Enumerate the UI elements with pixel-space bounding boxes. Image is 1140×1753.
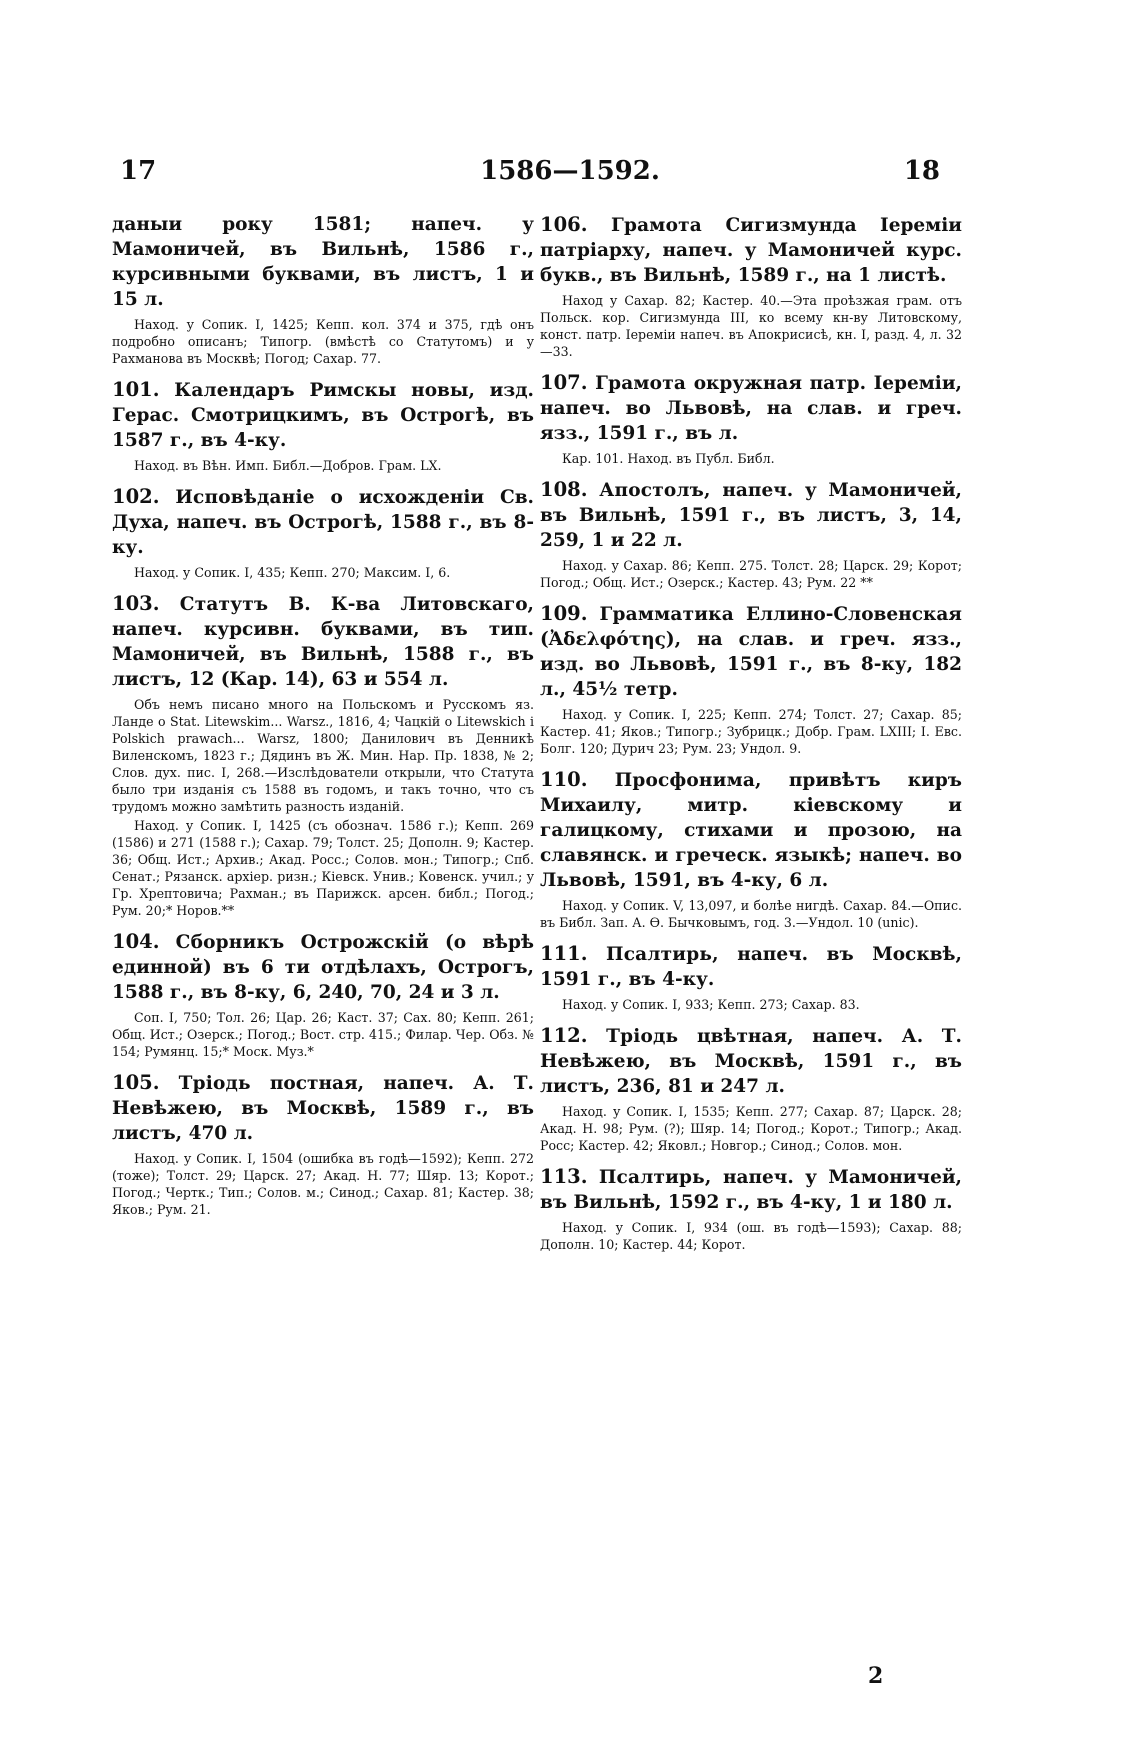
entry-note: Наход. у Сопик. V, 13,097, и болѣе нигдѣ. Сахар. 84.—Опис. въ Библ. Зап. А. Ѳ. Бычковымъ, год. 3.—Ундол. 10 (unic). [540, 898, 962, 930]
entry-112 [540, 1023, 962, 1154]
entry-title: Грамота [611, 215, 702, 236]
right-column [540, 212, 962, 1263]
entry-title: Грамматика [599, 604, 734, 625]
entry-number: 108. [540, 478, 588, 501]
entry-title: Псалтирь, [598, 1167, 712, 1188]
entry-text: В. К-ва Литовскаго, напеч. курсивн. буквами, въ тип. Мамоничей, въ Вильнѣ, 1588 г., въ листъ, 12 (Кар. 14), 63 и 554 л. [112, 594, 534, 690]
entry-title: Апостолъ, [599, 480, 711, 501]
entry-number: 110. [540, 768, 588, 791]
entry-number: 104. [112, 930, 160, 953]
entry-title: Календаръ [174, 380, 295, 401]
entry-title: Статутъ [179, 594, 269, 615]
entry-note: Наход у Сахар. 82; Кастер. 40.—Эта проѣзжая грам. отъ Польск. кор. Сигизмунда III, ко всему кн-ву Литовскому, конст. патр. Іереміи напеч. въ Апокрисисѣ, кн. I, разд. 4, л. 32—33. [540, 293, 962, 359]
entry-text: напеч. у Мамоничей, въ Вильнѣ, 1591 г., въ листъ, 3, 14, 259, 1 и 22 л. [540, 480, 962, 551]
entry-number: 112. [540, 1024, 588, 1047]
entry-number: 106. [540, 213, 588, 236]
entry-104 [112, 929, 534, 1060]
entry-continuation [112, 212, 534, 367]
entry-text: даныи року 1581; напеч. у Мамоничей, въ Вильнѣ, 1586 г., курсивными буквами, въ листъ, 1 и 15 л. [112, 214, 534, 310]
entry-text: постная, напеч. А. Т. Невѣжею, въ Москвѣ, 1589 г., въ листъ, 470 л. [112, 1073, 534, 1144]
entry-note: Наход. у Сопик. I, 435; Кепп. 270; Максим. I, 6. [134, 565, 451, 580]
entry-note: Наход. у Сопик. I, 1425; Кепп. кол. 374 и 375, гдѣ онъ подробно описанъ; Типогр. (вмѣстѣ со Статутомъ) и у Рахманова въ Москвѣ; Погод; Сахар. 77. [112, 317, 534, 366]
signature-mark: 2 [868, 1663, 884, 1689]
entry-note: Наход. у Сопик. I, 1504 (ошибка въ годѣ—1592); Кепп. 272 (тоже); Толст. 29; Царск. 27; Акад. Н. 77; Шяр. 13; Корот.; Погод.; Чертк.; Тип.; Солов. м.; Синод.; Сахар. 81; Кастер. 38; Яков.; Рум. 21. [112, 1151, 534, 1217]
entry-text: привѣтъ киръ Михаилу, митр. кіевскому и галицкому, стихами и прозою, на славянск. и греческ. языкѣ; напеч. во Львовѣ, 1591, въ 4-ку, 6 л. [540, 770, 962, 891]
entry-106 [540, 212, 962, 360]
entry-108 [540, 477, 962, 591]
entry-title: Тріодь [606, 1026, 679, 1047]
entry-103 [112, 591, 534, 919]
entry-text: напеч. у Мамоничей, въ Вильнѣ, 1592 г., въ 4-ку, 1 и 180 л. [540, 1167, 962, 1213]
entry-title: Просфонима, [614, 770, 762, 791]
entry-107 [540, 370, 962, 467]
entry-note: Кар. 101. Наход. въ Публ. Библ. [562, 451, 775, 466]
entry-102 [112, 484, 534, 581]
entry-109 [540, 601, 962, 757]
entry-note: Соп. I, 750; Тол. 26; Цар. 26; Каст. 37; Сах. 80; Кепп. 261; Общ. Ист.; Озерск.; Погод.; Вост. стр. 415.; Филар. Чер. Обз. № 154; Румянц. 15;* Моск. Муз.* [112, 1010, 534, 1059]
entry-title: Сборникъ [175, 932, 285, 953]
entry-number: 113. [540, 1165, 588, 1188]
entry-note: Наход. у Сопик. I, 934 (ош. въ годѣ—1593); Сахар. 88; Дополн. 10; Кастер. 44; Корот. [540, 1220, 962, 1252]
entry-note: Наход. у Сопик. I, 933; Кепп. 273; Сахар. 83. [562, 997, 860, 1012]
entry-text: Римскы новы, изд. Герас. Смотрицкимъ, въ Острогѣ, въ 1587 г., въ 4-ку. [112, 380, 534, 451]
left-column [112, 212, 534, 1228]
entry-101 [112, 377, 534, 474]
entry-text: о исхожденіи Св. Духа, напеч. въ Острогѣ, 1588 г., въ 8-ку. [112, 487, 534, 558]
entry-number: 111. [540, 942, 588, 965]
entry-number: 105. [112, 1071, 160, 1094]
entry-note: Наход. у Сопик. I, 1425 (съ обознач. 1586 г.); Кепп. 269 (1586) и 271 (1588 г.); Сахар. 79; Толст. 25; Дополн. 9; Кастер. 36; Общ. Ист.; Архив.; Акад. Росс.; Солов. мон.; Типогр.; Спб. Сенат.; Рязанск. архіер. ризн.; Кіевск. Унив.; Ковенск. учил.; у Гр. Хрептовича; Рахман.; въ Парижск. арсен. библ.; Погод.; Рум. 20;* Норов.** [112, 818, 534, 918]
entry-note: Наход. у Сопик. I, 1535; Кепп. 277; Сахар. 87; Царск. 28; Акад. Н. 98; Рум. (?); Шяр. 14; Погод.; Корот.; Типогр.; Акад. Росс; Кастер. 42; Яковл.; Новгор.; Синод.; Солов. мон. [540, 1104, 962, 1153]
entry-110 [540, 767, 962, 931]
entry-title: Псалтирь, [606, 944, 719, 965]
entry-113 [540, 1164, 962, 1253]
entry-note: Наход. въ Вѣн. Имп. Библ.—Добров. Грам. LX. [134, 458, 442, 473]
entry-title: Грамота [595, 373, 687, 394]
entry-title: Тріодь [178, 1073, 251, 1094]
entry-number: 101. [112, 378, 160, 401]
entry-text: Острожскій (о вѣрѣ единной) въ 6 ти отдѣлахъ, Острогъ, 1588 г., въ 8-ку, 6, 240, 70, 24 и 3 л. [112, 932, 534, 1003]
entry-note: Наход. у Сахар. 86; Кепп. 275. Толст. 28; Царск. 29; Корот; Погод.; Общ. Ист.; Озерск.; Кастер. 43; Рум. 22 ** [540, 558, 962, 590]
entry-note: Наход. у Сопик. I, 225; Кепп. 274; Толст. 27; Сахар. 85; Кастер. 41; Яков.; Типогр.; Зубрицк.; Добр. Грам. LXIII; I. Евс. Болг. 120; Дурич 23; Рум. 23; Ундол. 9. [540, 707, 962, 756]
entry-number: 102. [112, 485, 160, 508]
entry-number: 107. [540, 371, 588, 394]
entry-105 [112, 1070, 534, 1218]
entry-text: цвѣтная, напеч. А. Т. Невѣжею, въ Москвѣ, 1591 г., въ листъ, 236, 81 и 247 л. [540, 1026, 962, 1097]
entry-title: Исповѣданіе [175, 487, 315, 508]
entry-number: 109. [540, 602, 588, 625]
entry-text: напеч. въ Москвѣ, 1591 г., въ 4-ку. [540, 944, 962, 990]
running-title-years: 1586—1592. [480, 156, 660, 186]
entry-number: 103. [112, 592, 160, 615]
entry-text: окружная патр. Іереміи, напеч. во Львовѣ, на слав. и греч. язз., 1591 г., въ л. [540, 373, 962, 444]
page-number-left: 17 [120, 156, 157, 186]
entry-111 [540, 941, 962, 1013]
entry-note: Объ немъ писано много на Польскомъ и Русскомъ яз. Ландe о Stat. Litewskim... Warsz., 1816, 4; Чацкій o Litewskich i Polskich prawach... Warsz, 1800; Данилович въ Денникѣ Виленскомъ, 1823 г.; Дядинъ въ Ж. Мин. Нар. Пр. 1838, № 2; Слов. дух. пис. I, 268.—Изслѣдователи открыли, что Статута было три изданія съ 1588 въ годомъ, и такъ точно, что съ трудомъ можно замѣтить разность изданій. [112, 697, 534, 814]
entry-text: Сигизмунда Іереміи патріарху, напеч. у Мамоничей курс. букв., въ Вильнѣ, 1589 г., на 1 листѣ. [540, 215, 962, 286]
page-number-right: 18 [903, 156, 940, 186]
entry-text: Еллино-Словенская (Ἀδελφότης), на слав. и греч. язз., изд. во Львовѣ, 1591 г., въ 8-ку, 182 л., 45½ тетр. [540, 604, 962, 700]
